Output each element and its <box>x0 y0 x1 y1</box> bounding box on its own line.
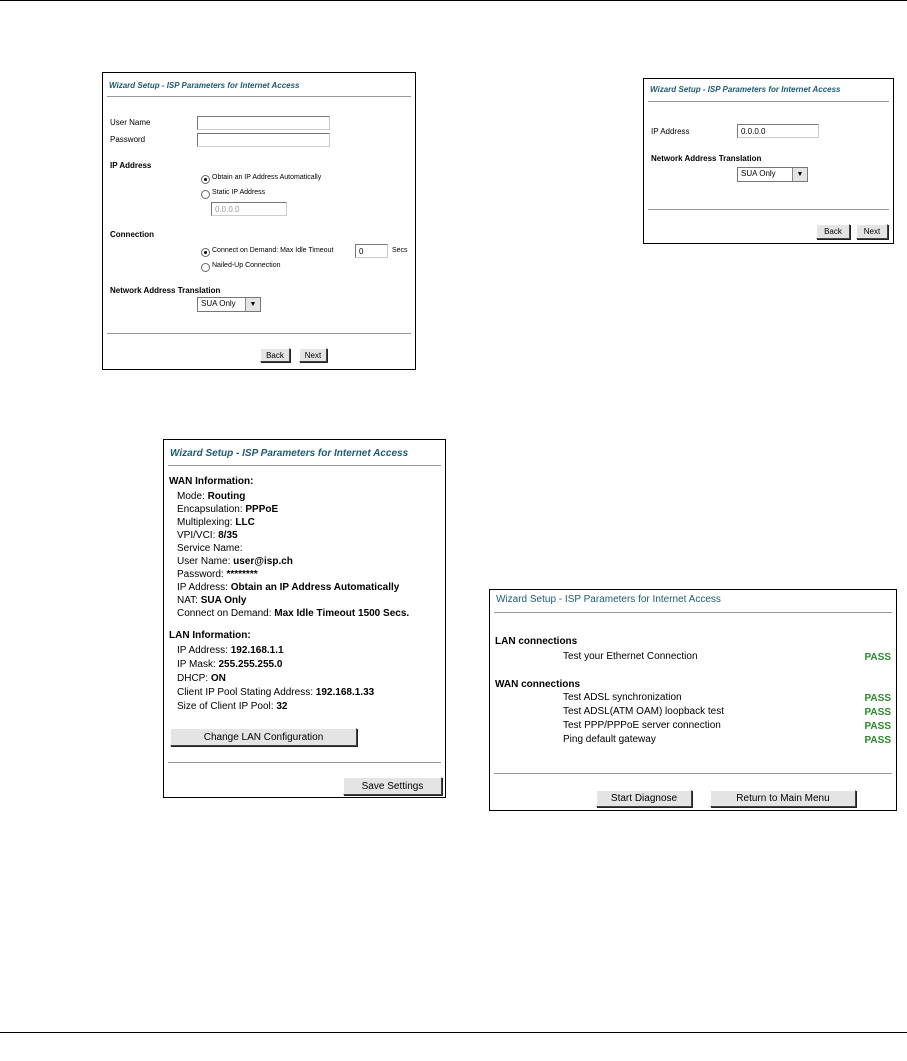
ip-static-radio[interactable] <box>201 190 210 199</box>
wizard-panel-static-ip <box>643 78 894 244</box>
info-value: 255.255.255.0 <box>218 659 283 670</box>
test-result-badge: PASS <box>864 721 891 732</box>
nat-select[interactable] <box>197 297 261 312</box>
nat-heading: Network Address Translation <box>110 286 221 295</box>
test-name: Test your Ethernet Connection <box>563 651 698 662</box>
user-name-label: User Name <box>110 118 151 127</box>
footer-divider <box>494 773 892 774</box>
test-result-badge: PASS <box>864 693 891 704</box>
footer-divider <box>107 333 411 334</box>
info-label: Encapsulation: <box>177 504 246 515</box>
info-row <box>177 687 374 698</box>
info-label: Multiplexing: <box>177 517 236 528</box>
nat-select[interactable] <box>737 167 808 182</box>
lan-information-heading: LAN Information: <box>169 630 251 641</box>
info-row <box>177 582 399 593</box>
info-row <box>177 673 226 684</box>
connect-on-demand-label: Connect on Demand: Max Idle Timeout <box>212 247 334 254</box>
info-value: 192.168.1.33 <box>315 687 375 698</box>
test-result-badge: PASS <box>864 735 891 746</box>
wan-information-heading: WAN Information: <box>169 476 254 487</box>
connect-on-demand-radio[interactable] <box>201 248 210 257</box>
info-label: Mode: <box>177 491 208 502</box>
info-value: 32 <box>276 701 288 712</box>
panel-title: Wizard Setup - ISP Parameters for Internet Access <box>650 85 841 94</box>
ip-address-heading: IP Address <box>110 161 152 170</box>
info-label: User Name: <box>177 556 234 567</box>
info-row <box>177 569 258 580</box>
wan-connections-heading: WAN connections <box>495 679 581 690</box>
password-input[interactable] <box>197 133 330 147</box>
info-row <box>177 491 245 502</box>
nat-select-value: SUA Only <box>201 299 236 308</box>
title-divider <box>107 96 411 97</box>
wizard-panel-diagnose <box>489 589 897 811</box>
back-button[interactable]: Back <box>816 224 850 239</box>
ip-static-label: Static IP Address <box>212 189 266 196</box>
test-name: Ping default gateway <box>563 734 656 745</box>
info-row <box>177 645 284 656</box>
secs-label: Secs <box>392 247 408 254</box>
static-ip-input[interactable] <box>211 202 287 216</box>
save-settings-button[interactable]: Save Settings <box>343 777 442 795</box>
test-name: Test ADSL synchronization <box>563 692 682 703</box>
info-label: IP Address: <box>177 645 231 656</box>
info-value: PPPoE <box>245 504 279 515</box>
info-label: IP Address: <box>177 582 231 593</box>
page-bottom-rule <box>0 1032 907 1033</box>
chevron-down-icon: ▼ <box>245 298 260 311</box>
info-label: Connect on Demand: <box>177 608 275 619</box>
info-label: VPI/VCI: <box>177 530 219 541</box>
ip-address-input[interactable] <box>737 124 819 138</box>
return-to-main-menu-button[interactable]: Return to Main Menu <box>710 790 856 807</box>
ip-auto-label: Obtain an IP Address Automatically <box>212 174 322 181</box>
start-diagnose-button[interactable]: Start Diagnose <box>596 790 692 807</box>
user-name-input[interactable] <box>197 116 330 130</box>
back-button[interactable]: Back <box>260 348 290 362</box>
info-label: NAT: <box>177 595 201 606</box>
info-value: Max Idle Timeout 1500 Secs. <box>274 608 410 619</box>
info-value: Routing <box>207 491 246 502</box>
info-label: Service Name: <box>177 543 243 554</box>
change-lan-configuration-button[interactable]: Change LAN Configuration <box>170 728 357 746</box>
info-value: ******** <box>226 569 258 580</box>
info-value: 192.168.1.1 <box>230 645 284 656</box>
info-value: user@isp.ch <box>233 556 293 567</box>
info-label: Password: <box>177 569 227 580</box>
page-top-rule <box>0 0 907 1</box>
ip-address-label: IP Address <box>651 127 690 136</box>
info-value: Obtain an IP Address Automatically <box>230 582 400 593</box>
wizard-panel-summary <box>163 439 446 798</box>
nailed-up-label: Nailed-Up Connection <box>212 262 281 269</box>
footer-divider <box>168 762 441 763</box>
info-value: SUA Only <box>200 595 247 606</box>
title-divider <box>648 101 889 102</box>
panel-title: Wizard Setup - ISP Parameters for Internet Access <box>496 594 721 605</box>
info-row <box>177 504 278 515</box>
info-row <box>177 543 243 554</box>
info-value: 8/35 <box>218 530 238 541</box>
connection-heading: Connection <box>110 230 154 239</box>
test-result-badge: PASS <box>864 707 891 718</box>
lan-connections-heading: LAN connections <box>495 636 578 647</box>
title-divider <box>168 465 441 466</box>
info-value: LLC <box>235 517 255 528</box>
nat-select-value: SUA Only <box>741 169 776 178</box>
info-value: ON <box>210 673 226 684</box>
panel-title: Wizard Setup - ISP Parameters for Internet Access <box>109 81 300 90</box>
info-row <box>177 556 293 567</box>
info-row <box>177 517 255 528</box>
password-label: Password <box>110 135 146 144</box>
info-label: Client IP Pool Stating Address: <box>177 687 316 698</box>
info-row <box>177 530 238 541</box>
next-button[interactable]: Next <box>856 224 888 239</box>
nat-heading: Network Address Translation <box>651 154 762 163</box>
info-label: Size of Client IP Pool: <box>177 701 277 712</box>
info-label: DHCP: <box>177 673 211 684</box>
footer-divider <box>648 209 889 210</box>
info-label: IP Mask: <box>177 659 219 670</box>
title-divider <box>494 612 892 613</box>
ip-auto-radio[interactable] <box>201 175 210 184</box>
info-row <box>177 595 246 606</box>
info-row <box>177 701 287 712</box>
panel-title: Wizard Setup - ISP Parameters for Internet Access <box>170 448 409 459</box>
chevron-down-icon: ▼ <box>792 168 807 181</box>
nailed-up-radio[interactable] <box>201 263 210 272</box>
test-name: Test ADSL(ATM OAM) loopback test <box>563 706 724 717</box>
info-row <box>177 659 282 670</box>
info-row <box>177 608 409 619</box>
wizard-panel-isp-parameters <box>102 72 416 370</box>
idle-timeout-input[interactable] <box>355 244 388 258</box>
next-button[interactable]: Next <box>299 348 327 362</box>
test-name: Test PPP/PPPoE server connection <box>563 720 721 731</box>
test-result-badge: PASS <box>864 652 891 663</box>
